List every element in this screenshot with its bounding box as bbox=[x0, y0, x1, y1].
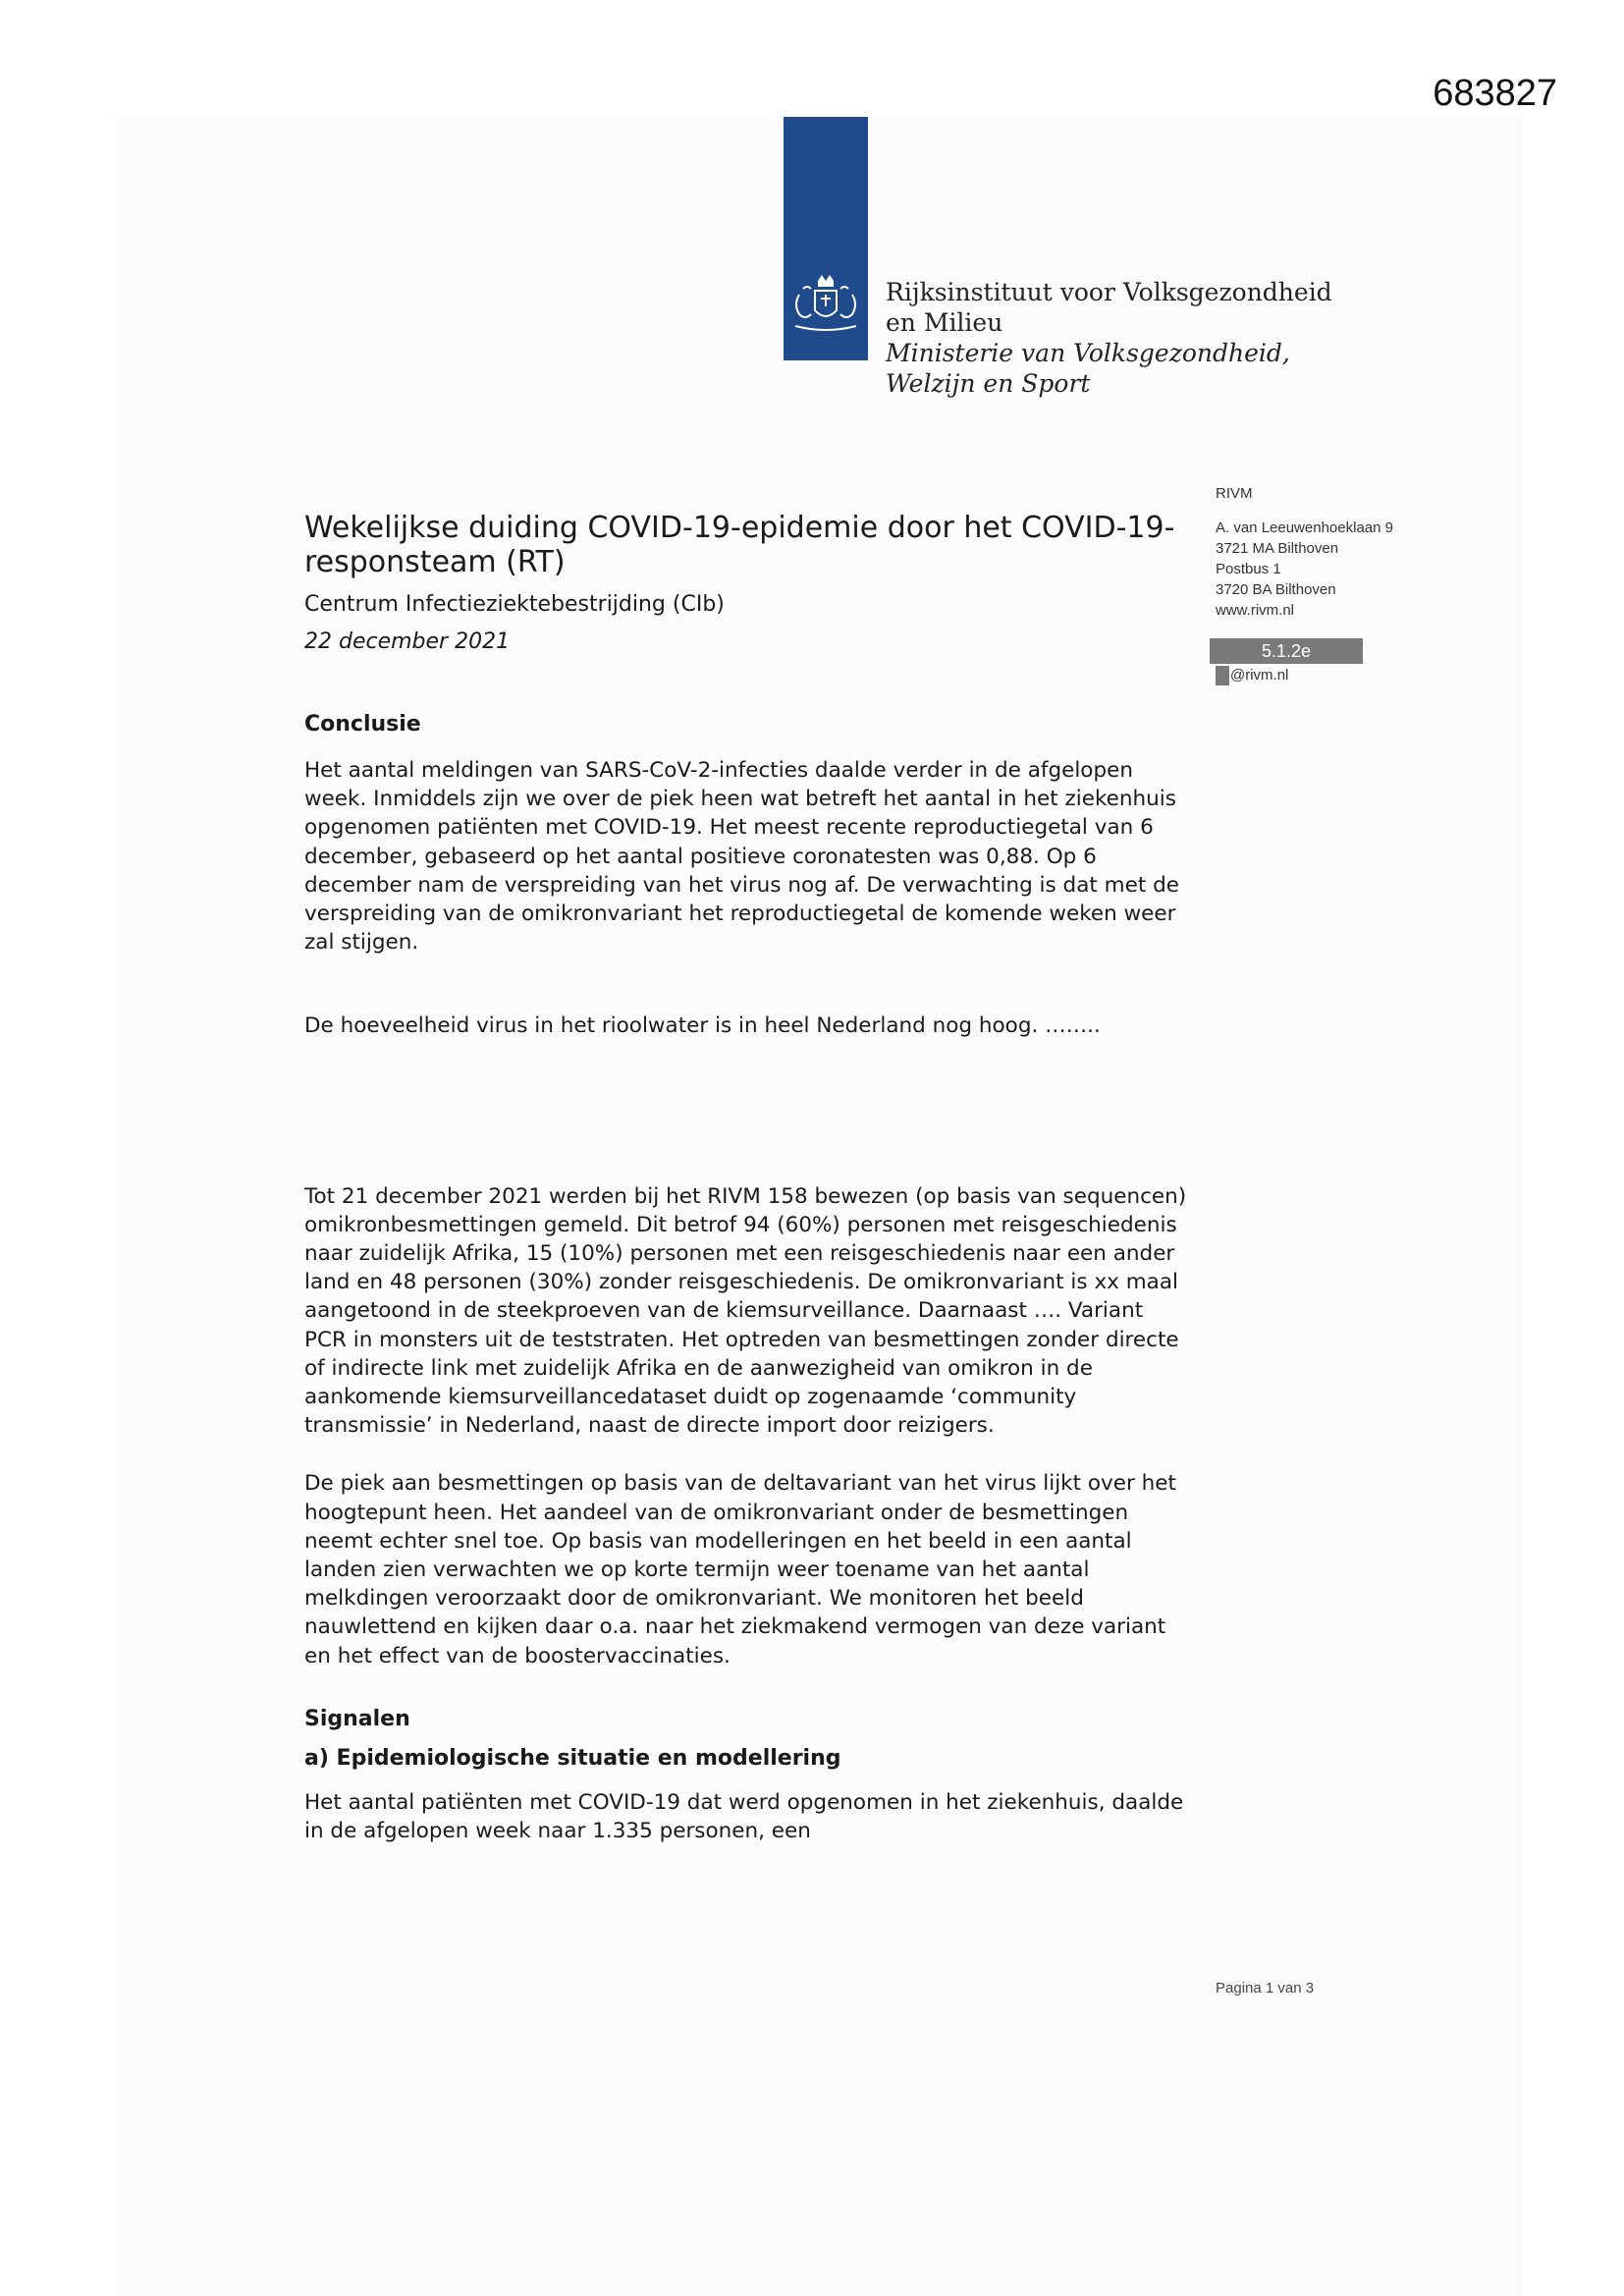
email-link[interactable]: @rivm.nl bbox=[1230, 667, 1289, 683]
logo-line-3: Ministerie van Volksgezondheid, bbox=[886, 339, 1290, 367]
document-body bbox=[304, 511, 1188, 1845]
paragraph: De piek aan besmettingen op basis van de deltavariant van het virus lijkt over het hoogtepunt heen. Het aandeel van de omikronvariant onder de besmettingen neemt echter snel toe. Op basis van modelleringen en het beeld in een aantal landen zien verwachten we op korte termijn weer toename van het aantal melkdingen veroorzaakt door de omikronvariant. We monitoren het beeld nauwlettend en kijken daar o.a. naar het ziekmakend vermogen van deze variant en het effect van de boostervaccinaties. bbox=[304, 1471, 1176, 1668]
document-date: 22 december 2021 bbox=[304, 629, 511, 654]
section-heading-conclusie: Conclusie bbox=[304, 712, 421, 737]
organization-logo-text bbox=[886, 277, 1332, 399]
paragraph: Het aantal patiënten met COVID-19 dat werd opgenomen in het ziekenhuis, daalde in de afgelopen week naar 1.335 personen, een bbox=[304, 1789, 1184, 1844]
paragraph: De hoeveelheid virus in het rioolwater is in heel Nederland nog hoog. …….. bbox=[304, 1013, 1101, 1039]
address-line: 3720 BA Bilthoven bbox=[1216, 581, 1336, 598]
sidebar-org: RIVM bbox=[1216, 485, 1253, 502]
department: Centrum Infectieziektebestrijding (CIb) bbox=[304, 592, 725, 617]
section-heading-signalen: Signalen bbox=[304, 1706, 410, 1731]
logo-line-1: Rijksinstituut voor Volksgezondheid bbox=[886, 278, 1332, 306]
logo-line-4: Welzijn en Sport bbox=[886, 369, 1091, 398]
document-number: 683827 bbox=[1433, 73, 1557, 114]
paragraph: Het aantal meldingen van SARS-CoV-2-infecties daalde verder in de afgelopen week. Inmiddels zijn we over de piek heen wat betreft het aantal in het ziekenhuis opgenomen patiënten met COVID-19. Het meest recente reproductiegetal van 6 december, gebaseerd op het aantal positieve coronatesten was 0,88. Op 6 december nam de verspreiding van het virus nog af. De verwachting is dat met de verspreiding van de omikronvariant het reproductiegetal de komende weken weer zal stijgen. bbox=[304, 758, 1179, 956]
paragraph: Tot 21 december 2021 werden bij het RIVM 158 bewezen (op basis van sequencen) omikronbesmettingen gemeld. Dit betrof 94 (60%) personen met reisgeschiedenis naar zuidelijk Afrika, 15 (10%) personen met een reisgeschiedenis naar een ander land en 48 personen (30%) zonder reisgeschiedenis. De omikronvariant is xx maal aangetoond in de steekproeven van de kiemsurveillance. Daarnaast …. Variant PCR in monsters uit de teststraten. Het optreden van besmettingen zonder directe of indirecte link met zuidelijk Afrika en de aanwezigheid van omikron in de aankomende kiemsurveillancedataset duidt op zogenaamde ‘community transmissie’ in Nederland, naast de directe import door reizigers. bbox=[304, 1183, 1187, 1439]
page-title: Wekelijkse duiding COVID-19-epidemie door het COVID-19-responsteam (RT) bbox=[304, 511, 1175, 579]
address-line: Postbus 1 bbox=[1216, 561, 1281, 577]
royal-crest-icon bbox=[785, 271, 866, 340]
logo-line-2: en Milieu bbox=[886, 308, 1003, 337]
website-link[interactable]: www.rivm.nl bbox=[1216, 602, 1295, 619]
page-number: Pagina 1 van 3 bbox=[1216, 1980, 1315, 1996]
subsection-heading: a) Epidemiologische situatie en modellering bbox=[304, 1745, 841, 1771]
redaction-block bbox=[1216, 666, 1229, 685]
address-line: 3721 MA Bilthoven bbox=[1216, 540, 1339, 557]
redaction-label: 5.1.2e bbox=[1210, 638, 1363, 664]
address-line: A. van Leeuwenhoeklaan 9 bbox=[1216, 519, 1393, 536]
sender-address-block bbox=[1216, 483, 1393, 621]
